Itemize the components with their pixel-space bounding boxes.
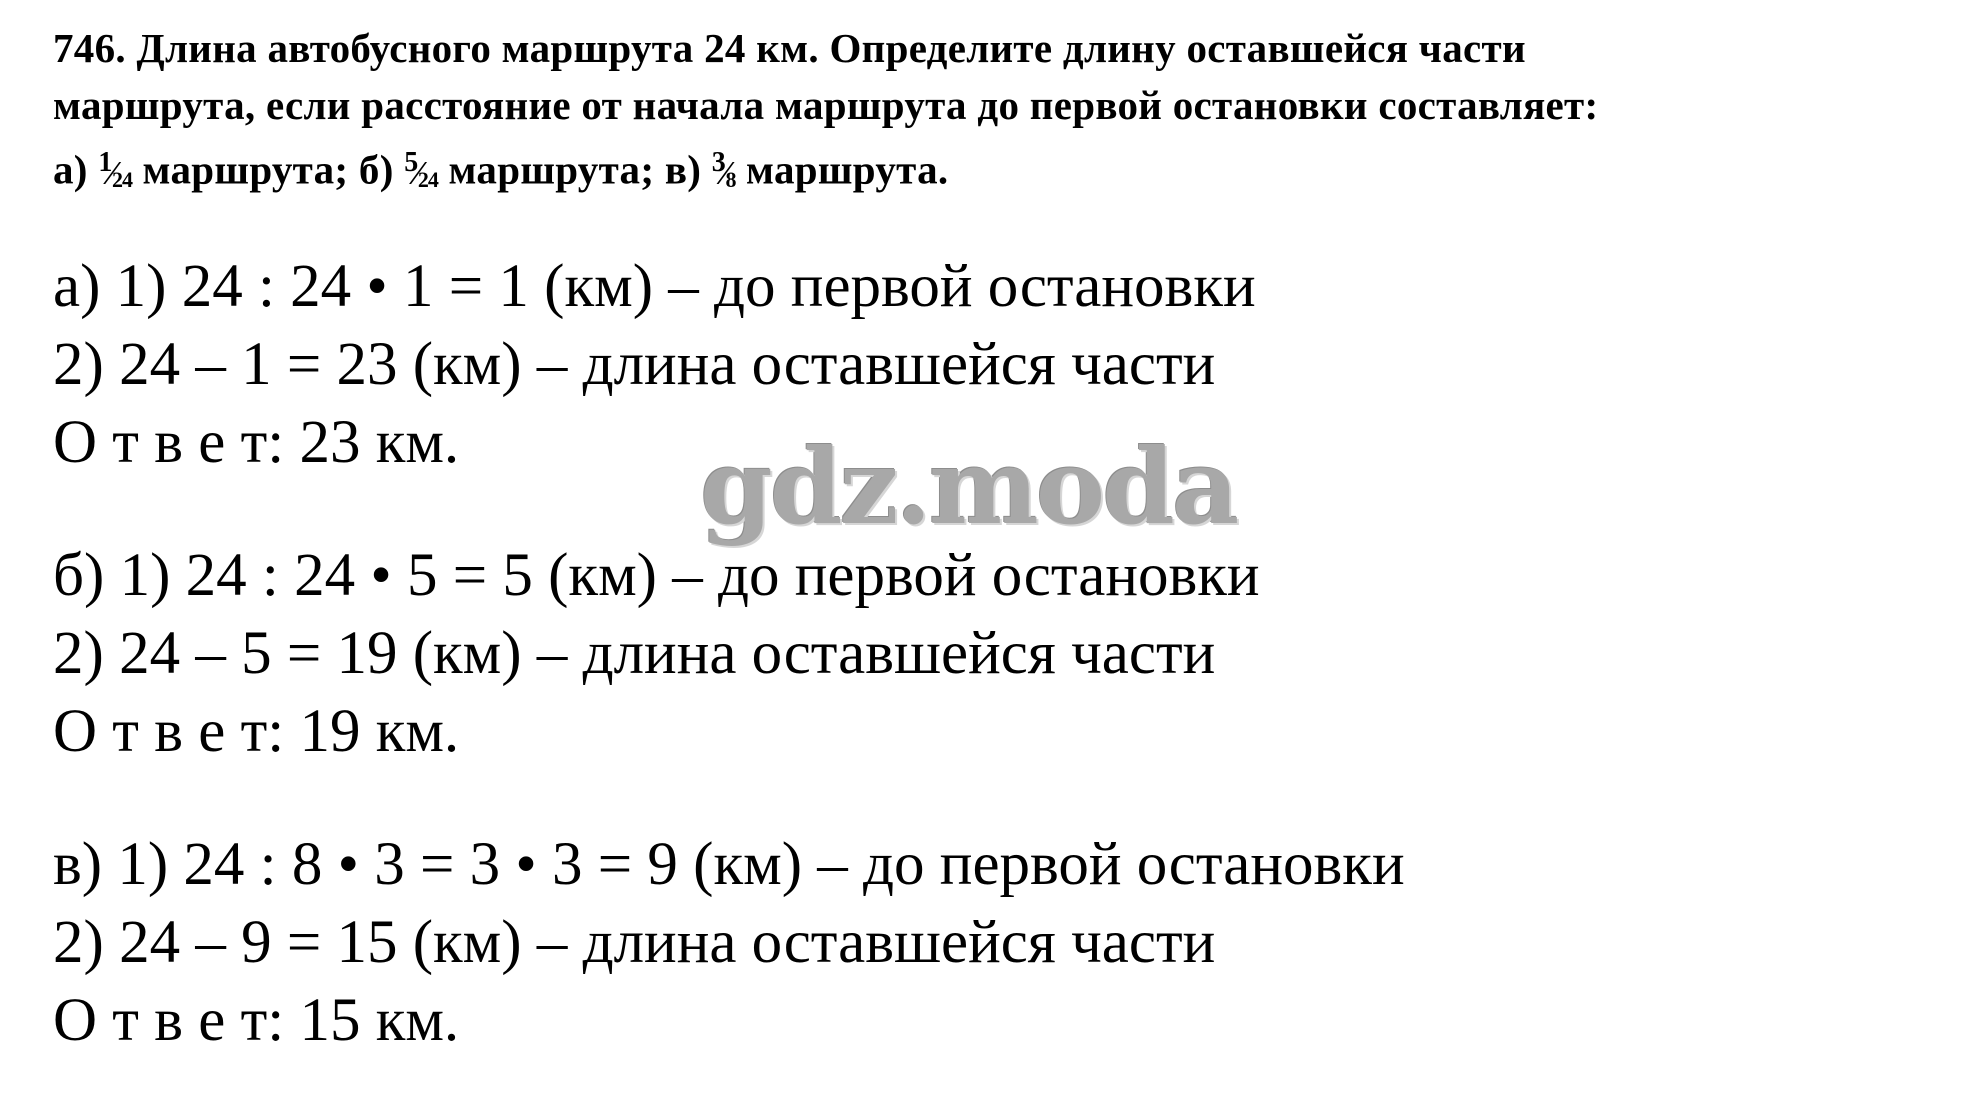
solution-a-step-1: а) 1) 24 : 24 • 1 = 1 (км) – до первой остановки (53, 253, 1256, 320)
solution-c-step-2: 2) 24 – 9 = 15 (км) – длина оставшейся части (53, 909, 1216, 976)
solution-part-c (53, 826, 1953, 1060)
part-a-text: маршрута; (132, 146, 359, 193)
solution-a-answer: О т в е т: 23 км. (53, 409, 460, 476)
watermark-logo: gdz.moda (700, 425, 1237, 548)
part-a-label: а) (53, 146, 99, 193)
fraction-b-numerator: 5 (404, 147, 418, 178)
problem-statement (53, 20, 1953, 208)
part-c-label: в) (664, 146, 712, 193)
fraction-slash: ⁄ (415, 154, 420, 192)
fraction-a (98, 134, 132, 208)
fraction-slash: ⁄ (109, 154, 114, 192)
solution-b-step-2: 2) 24 – 5 = 19 (км) – длина оставшейся части (53, 620, 1216, 687)
solution-b-step-1: б) 1) 24 : 24 • 5 = 5 (км) – до первой остановки (53, 542, 1260, 609)
solution-a-step-2: 2) 24 – 1 = 23 (км) – длина оставшейся части (53, 331, 1216, 398)
solution-c-answer: О т в е т: 15 км. (53, 987, 460, 1054)
fraction-c-denominator: 8 (725, 166, 736, 192)
part-b-label: б) (358, 146, 405, 193)
solution-b-answer: О т в е т: 19 км. (53, 698, 460, 765)
part-b-text: маршрута; (437, 146, 665, 193)
fraction-a-numerator: 1 (98, 147, 112, 178)
fraction-c-numerator: 3 (711, 147, 725, 178)
problem-line-1: 746. Длина автобусного маршрута 24 км. Определите длину оставшейся части (53, 25, 1526, 71)
solution-part-b (53, 537, 1953, 771)
fraction-c (712, 134, 736, 208)
part-c-text: маршрута. (735, 146, 949, 193)
fraction-b-denominator: 24 (417, 166, 438, 192)
solution-c-step-1: в) 1) 24 : 8 • 3 = 3 • 3 = 9 (км) – до первой остановки (53, 831, 1405, 898)
problem-line-3 (53, 134, 1953, 208)
fraction-b (404, 134, 438, 208)
problem-line-2: маршрута, если расстояние от начала маршрута до первой остановки составляет: (53, 82, 1599, 128)
fraction-a-denominator: 24 (112, 166, 132, 192)
fraction-slash: ⁄ (722, 154, 728, 192)
